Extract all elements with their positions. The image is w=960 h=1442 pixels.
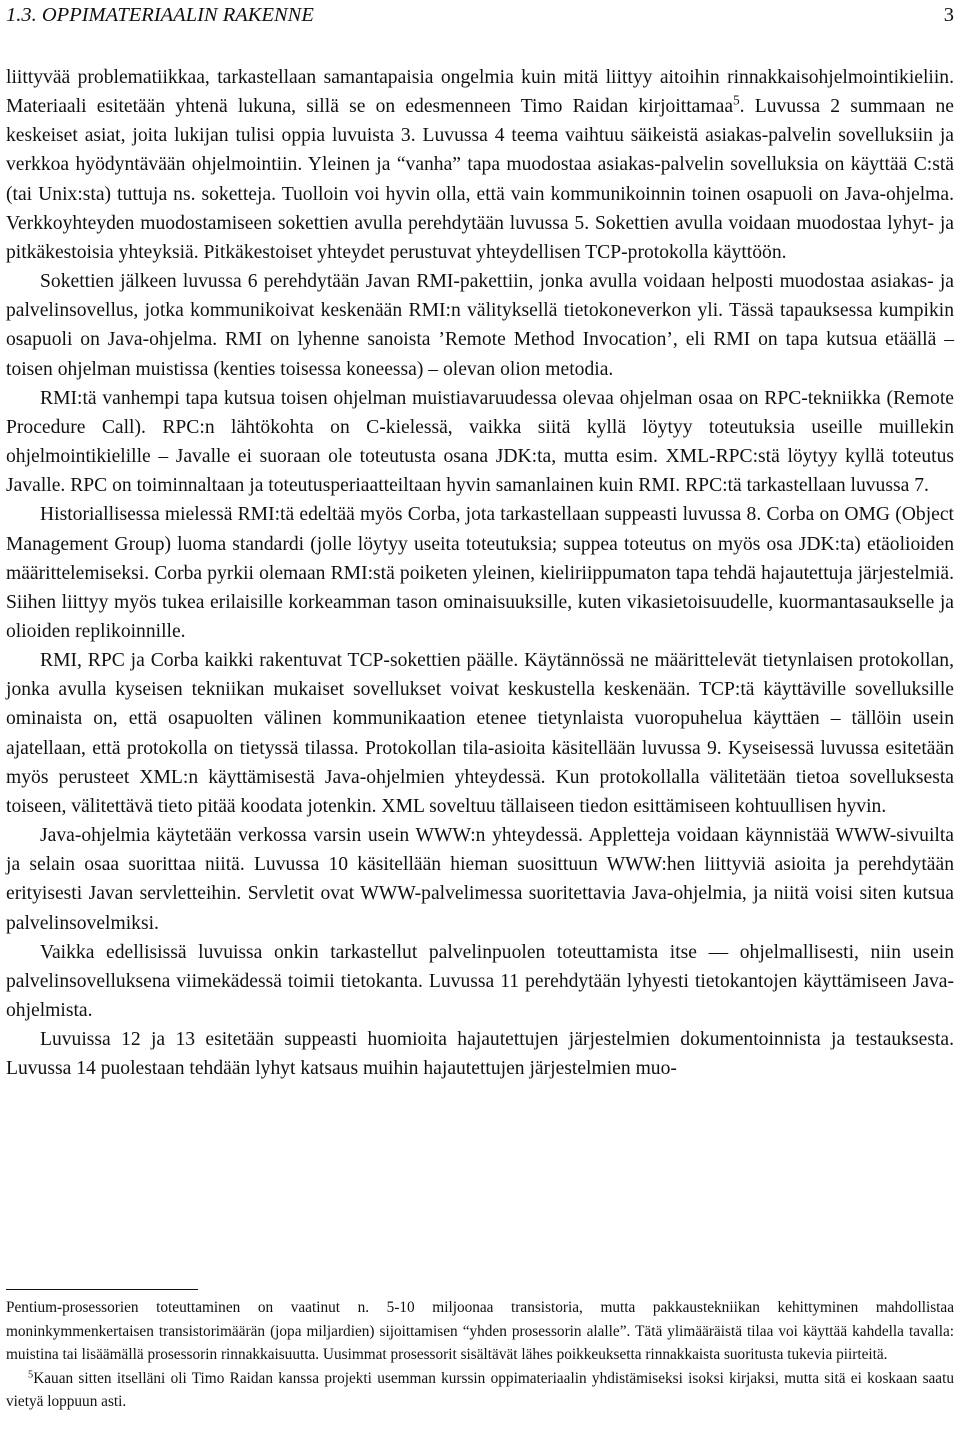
page-number: 3 bbox=[943, 4, 954, 26]
text-run: Luvuissa 12 ja 13 esitetään suppeasti huomioita hajautettujen järjestelmien dokumentoinnista ja testauksesta. Luvussa 14 puolestaan tehdään lyhyt katsaus muihin hajautettujen järjestelmien muo- bbox=[6, 1029, 954, 1080]
text-run: RMI, RPC ja Corba kaikki rakentuvat TCP-sokettien päälle. Käytännössä ne määrittelevät tietynlaisen protokollan, jonka avulla kyseisen tekniikan mukaiset sovellukset voivat keskustella keskenään. TCP:tä käyttäville sovelluksille ominaista on, että osapuolten välinen kommunikaation etenee tietynlaista vuoropuhelua käyttäen – tällöin usein ajatellaan, että protokolla on tietyssä tilassa. Protokollan tila-asioita käsitellään luvussa 9. Kyseisessä luvussa esitetään myös perusteet XML:n käyttämisestä Java-ohjelmien yhteydessä. Kun protokollalla välitetään tietoa sovelluksesta toiseen, välitettävä tieto pitää koodata jotenkin. XML soveltuu tällaiseen tiedon esittämiseen kohtuullisen hyvin. bbox=[6, 650, 954, 817]
footnote-rule bbox=[6, 1289, 198, 1290]
text-run: RMI:tä vanhempi tapa kutsua toisen ohjelman muistiavaruudessa olevaa ohjelman osaa on RPC-tekniikka (Remote Procedure Call). RPC:n lähtökohta on C-kielessä, vaikka siitä kyllä löytyy toteutuksia useille muillekin ohjelmointikielille – Javalle ei suoraan ole toteutusta osana JDK:ta, mutta esim. XML-RPC:stä löytyy kyllä toteutus Javalle. RPC on toiminnaltaan ja toteutusperiaatteiltaan hyvin samanlainen kuin RMI. RPC:tä tarkastellaan luvussa 7. bbox=[6, 387, 954, 497]
text-run: Kauan sitten itselläni oli Timo Raidan kanssa projekti usemman kurssin oppimateriaalin yhdistämiseksi isoksi kirjaksi, mutta sitä ei koskaan saatu vietyä loppuun asti. bbox=[6, 1369, 954, 1411]
paragraph bbox=[6, 63, 954, 267]
footnote bbox=[6, 1367, 954, 1414]
section-title: 1.3. OPPIMATERIAALIN RAKENNE bbox=[6, 4, 314, 26]
text-run: . Luvussa 2 summaan ne keskeiset asiat, joita lukijan tulisi oppia luvuista 3. Luvussa 4 teema vaihtuu säikeistä asiakas-palvelin sovelluksiin ja verkkoa hyödyntävään ohjelmointiin. Yleinen ja “vanha” tapa muodostaa asiakas-palvelin sovelluksia on käyttää C:stä (tai Unix:sta) tuttuja ns. soketteja. Tuolloin voi hyvin olla, että vain kommunikoinnin toinen osapuoli on Java-ohjelma. Verkkoyhteyden muodostamiseen sokettien avulla perehdytään luvussa 5. Sokettien avulla voidaan muodostaa lyhyt- ja pitkäkestoisia yhteyksiä. Pitkäkestoiset yhteydet perustuvat yhteydellisen TCP-protokolla käyttöön. bbox=[6, 96, 954, 263]
paragraph bbox=[6, 646, 954, 821]
paragraph bbox=[6, 267, 954, 384]
footnote-marker: 5 bbox=[28, 1369, 34, 1381]
paragraph bbox=[6, 938, 954, 1025]
text-run: liittyvää problematiikkaa, tarkastellaan samantapaisia ongelmia kuin mitä liittyy aitoihin rinnakkaisohjelmointikieliin. Materiaali esitetään yhtenä lukuna, sillä se on edesmenneen Timo Raidan kirjoittamaa bbox=[6, 67, 954, 118]
text-run: Sokettien jälkeen luvussa 6 perehdytään Javan RMI-pakettiin, jonka avulla voidaan helposti muodostaa asiakas- ja palvelinsovellus, jotka kommunikoivat keskenään RMI:n välityksellä tietokoneverkon yli. Tässä tapauksessa kumpikin osapuoli on Java-ohjelma. RMI on lyhenne sanoista ’Remote Method Invocation’, eli RMI on tapa kutsua etäällä – toisen ohjelman muistissa (kenties toisessa koneessa) – olevan olion metodia. bbox=[6, 271, 954, 380]
footnote-marker: 5 bbox=[733, 92, 740, 108]
text-run: Java-ohjelmia käytetään verkossa varsin usein WWW:n yhteydessä. Appletteja voidaan käynnistää WWW-sivuilta ja selain osaa suorittaa niitä. Luvussa 10 käsitellään hieman suosittuun WWW:hen liittyviä asioita ja perehdytään erityisesti Javan servletteihin. Servletit ovat WWW-palvelimessa suoritettavia Java-ohjelmia, ja niitä voisi siten kutsua palvelinsovelmiksi. bbox=[6, 825, 954, 934]
paragraph bbox=[6, 500, 954, 646]
text-run: Pentium-prosessorien toteuttaminen on vaatinut n. 5-10 miljoonaa transistoria, mutta pakkaustekniikan kehittyminen mahdollistaa moninkymmenkertaisen transistorimäärän (jopa miljardien) sijoittamisen “yhden prosessorin alalle”. Tätä ylimääräistä tilaa voi käyttää kahdella tavalla: muistina tai lisäämällä prosessorin rinnakkaisuutta. Uusimmat prosessorit sisältävät lähes poikkeuksetta rinnakkaista suoritusta tukevia piirteitä. bbox=[6, 1299, 954, 1364]
text-run: Historiallisessa mielessä RMI:tä edeltää myös Corba, jota tarkastellaan suppeasti luvussa 8. Corba on OMG (Object Management Group) luoma standardi (jolle löytyy useita toteutuksia; suppea toteutus on myös osa JDK:ta) etäolioiden määrittelemiseksi. Corba pyrkii olemaan RMI:stä poiketen yleinen, kieliriippumaton tapa tehdä hajautettuja järjestelmiä. Siihen liittyy myös tukea erilaisille korkeamman tason ominaisuuksille, kuten vikasietoisuudelle, kuormantasaukselle ja olioiden replikoinnille. bbox=[6, 504, 954, 642]
text-run: Vaikka edellisissä luvuissa onkin tarkastellut palvelinpuolen toteuttamista itse — ohjelmallisesti, niin usein palvelinsovelluksena viimekädessä toimii tietokanta. Luvussa 11 perehdytään lyhyesti tietokantojen käyttämiseen Java-ohjelmista. bbox=[6, 941, 954, 1021]
footnotes bbox=[6, 1296, 954, 1414]
footnote bbox=[6, 1296, 954, 1367]
body-text bbox=[6, 63, 954, 1083]
running-header bbox=[6, 2, 954, 28]
paragraph bbox=[6, 821, 954, 938]
paragraph bbox=[6, 384, 954, 501]
paragraph bbox=[6, 1025, 954, 1083]
